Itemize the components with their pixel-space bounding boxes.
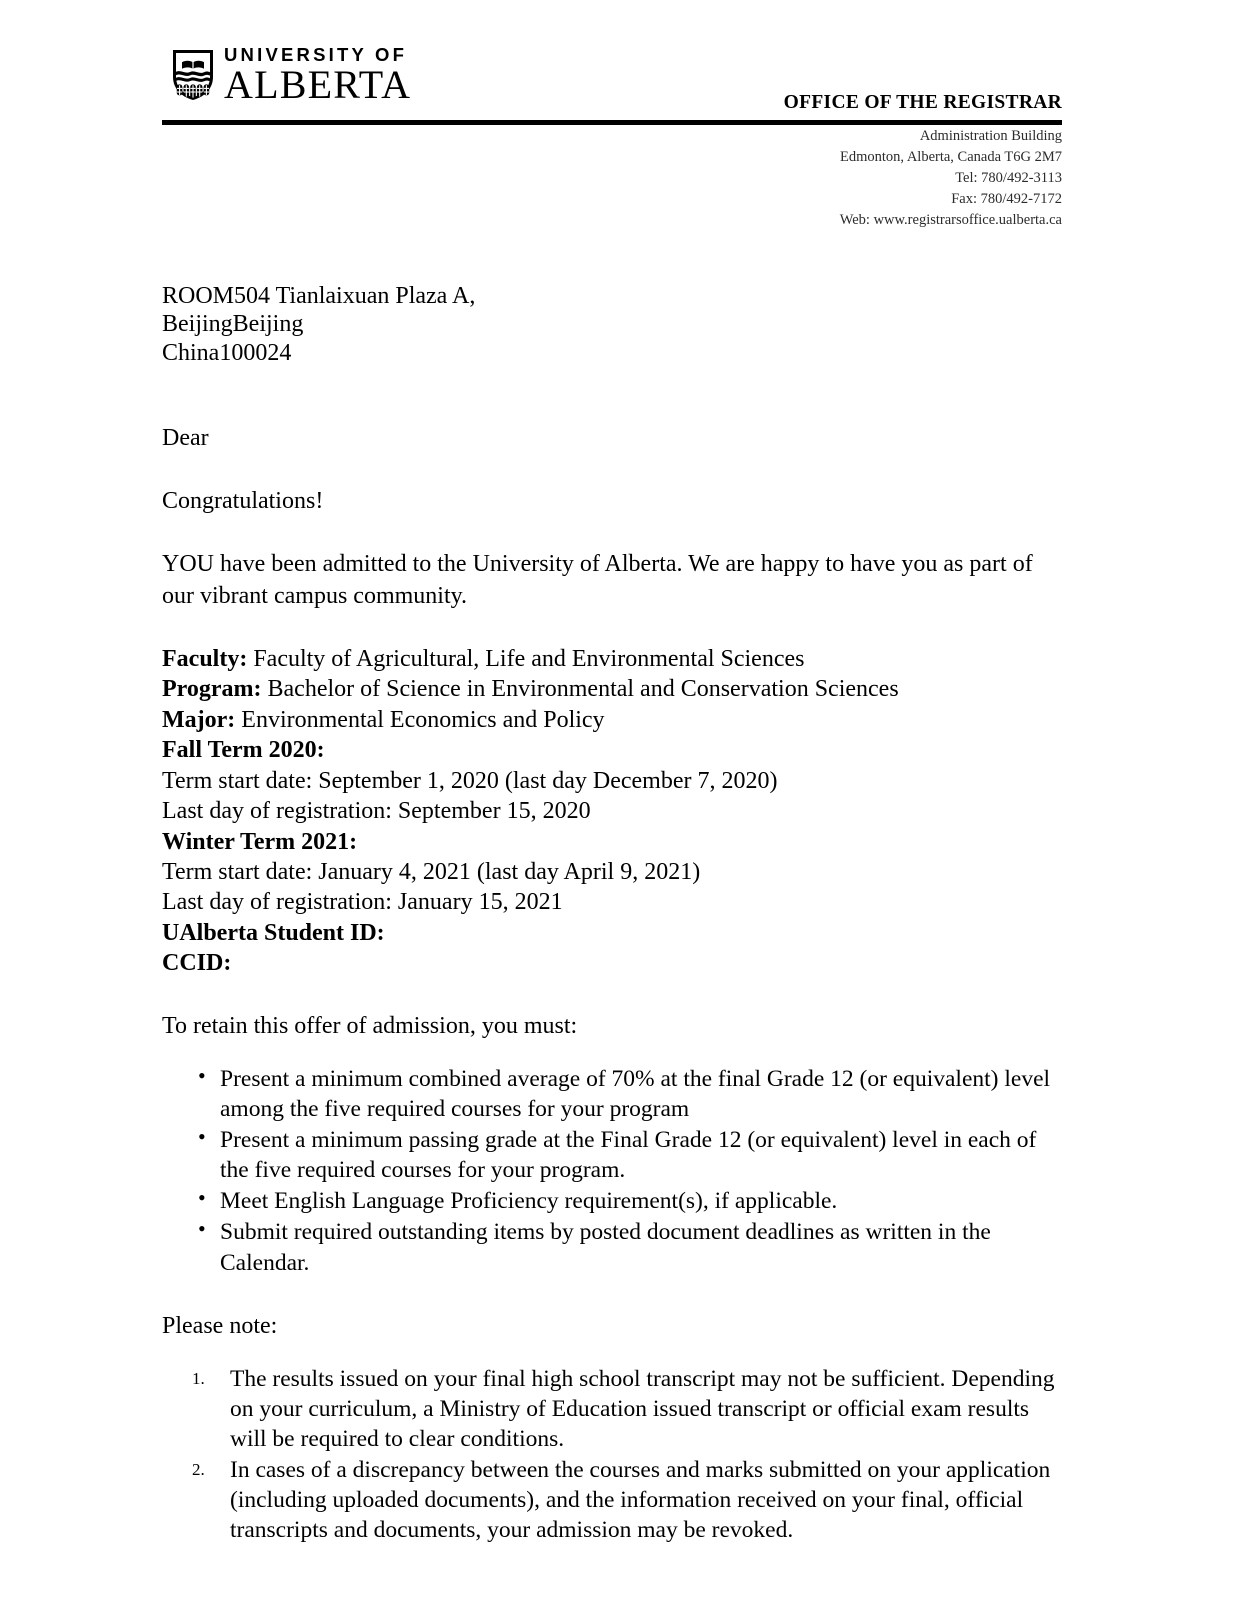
university-wordmark: [224, 44, 412, 107]
detail-label-faculty: Faculty:: [162, 645, 248, 672]
detail-value-fall-start-date: Term start date: September 1, 2020 (last day December 7, 2020): [162, 767, 778, 794]
detail-row-program: [162, 674, 1067, 704]
list-item-text: In cases of a discrepancy between the courses and marks submitted on your application (including uploaded documents), and the information received on your final, official transcripts and documents, your admission may be revoked.: [230, 1457, 1051, 1544]
detail-row-fall-registration-deadline: [162, 796, 1067, 826]
contact-line-web: Web: www.registrarsoffice.ualberta.ca: [839, 212, 1062, 229]
university-of-alberta-crest-icon: [172, 49, 214, 101]
congratulations-line: Congratulations!: [162, 488, 324, 515]
detail-label-major: Major:: [162, 706, 236, 733]
detail-label-program: Program:: [162, 676, 262, 703]
retain-requirements-list: [162, 1064, 1067, 1278]
list-item: [162, 1064, 1067, 1124]
intro-paragraph: YOU have been admitted to the University of Alberta. We are happy to have you as part of our vibrant campus community.: [162, 551, 1033, 609]
bullet-icon: •: [198, 1185, 206, 1211]
list-item-text: Submit required outstanding items by posted document deadlines as written in the Calendar.: [220, 1219, 991, 1276]
list-number: 2.: [192, 1460, 205, 1479]
recipient-address: [162, 282, 1067, 367]
department-title: OFFICE OF THE REGISTRAR: [783, 92, 1062, 113]
detail-row-winter-registration-deadline: [162, 887, 1067, 917]
salutation: Dear: [162, 424, 209, 451]
letter-body: [162, 282, 1067, 1546]
detail-row-student-id: [162, 918, 1067, 948]
detail-value-winter-registration-deadline: Last day of registration: January 15, 2021: [162, 889, 563, 916]
detail-value-major: Environmental Economics and Policy: [235, 706, 605, 733]
detail-label-winter-term: Winter Term 2021:: [162, 828, 358, 855]
university-logo-lockup: [172, 44, 412, 107]
list-item-text: Meet English Language Proficiency requirement(s), if applicable.: [220, 1188, 838, 1215]
bullet-icon: •: [198, 1063, 206, 1089]
contact-line-fax: Fax: 780/492-7172: [951, 191, 1062, 208]
address-line-1: ROOM504 Tianlaixuan Plaza A,: [162, 283, 476, 309]
please-note-list: [162, 1364, 1067, 1545]
detail-row-winter-term-heading: [162, 827, 1067, 857]
detail-row-major: [162, 705, 1067, 735]
detail-label-student-id: UAlberta Student ID:: [162, 919, 385, 946]
detail-value-fall-registration-deadline: Last day of registration: September 15, 2020: [162, 798, 591, 825]
detail-value-faculty: Faculty of Agricultural, Life and Environmental Sciences: [247, 645, 805, 672]
detail-row-winter-start-date: [162, 857, 1067, 887]
list-item: [162, 1217, 1067, 1277]
list-item: [162, 1455, 1067, 1545]
bullet-icon: •: [198, 1124, 206, 1150]
detail-row-fall-start-date: [162, 766, 1067, 796]
contact-line-city: Edmonton, Alberta, Canada T6G 2M7: [839, 149, 1062, 166]
list-item: [162, 1186, 1067, 1216]
contact-block: [162, 126, 1062, 231]
address-line-2: BeijingBeijing: [162, 311, 304, 338]
admission-details: [162, 644, 1067, 979]
letterhead: [162, 0, 1062, 229]
detail-value-program: Bachelor of Science in Environmental and Conservation Sciences: [261, 676, 899, 703]
detail-row-ccid: [162, 948, 1067, 978]
list-item-text: Present a minimum combined average of 70% at the final Grade 12 (or equivalent) level among the five required courses for your program: [220, 1066, 1051, 1123]
list-item-text: Present a minimum passing grade at the Final Grade 12 (or equivalent) level in each of the five required courses for your program.: [220, 1127, 1037, 1184]
contact-line-building: Administration Building: [919, 128, 1062, 144]
letterhead-divider-rule: [162, 120, 1062, 125]
list-item: [162, 1125, 1067, 1185]
bullet-icon: •: [198, 1216, 206, 1242]
detail-row-fall-term-heading: [162, 735, 1067, 765]
detail-row-faculty: [162, 644, 1067, 674]
wordmark-line-university-of: UNIVERSITY OF: [224, 44, 408, 65]
wordmark-line-alberta: ALBERTA: [224, 61, 412, 107]
list-item-text: The results issued on your final high school transcript may not be sufficient. Depending on your curriculum, a Ministry of Education issued transcript or official exam results will be required to clear conditions.: [230, 1365, 1055, 1452]
address-line-3: China100024: [162, 339, 292, 366]
detail-label-ccid: CCID:: [162, 950, 232, 977]
detail-value-winter-start-date: Term start date: January 4, 2021 (last day April 9, 2021): [162, 858, 701, 885]
contact-line-tel: Tel: 780/492-3113: [955, 170, 1062, 187]
please-note-heading: Please note:: [162, 1312, 278, 1339]
retain-offer-heading: To retain this offer of admission, you must:: [162, 1012, 578, 1039]
list-number: 1.: [192, 1368, 205, 1388]
detail-label-fall-term: Fall Term 2020:: [162, 737, 325, 764]
list-item: [162, 1364, 1067, 1454]
